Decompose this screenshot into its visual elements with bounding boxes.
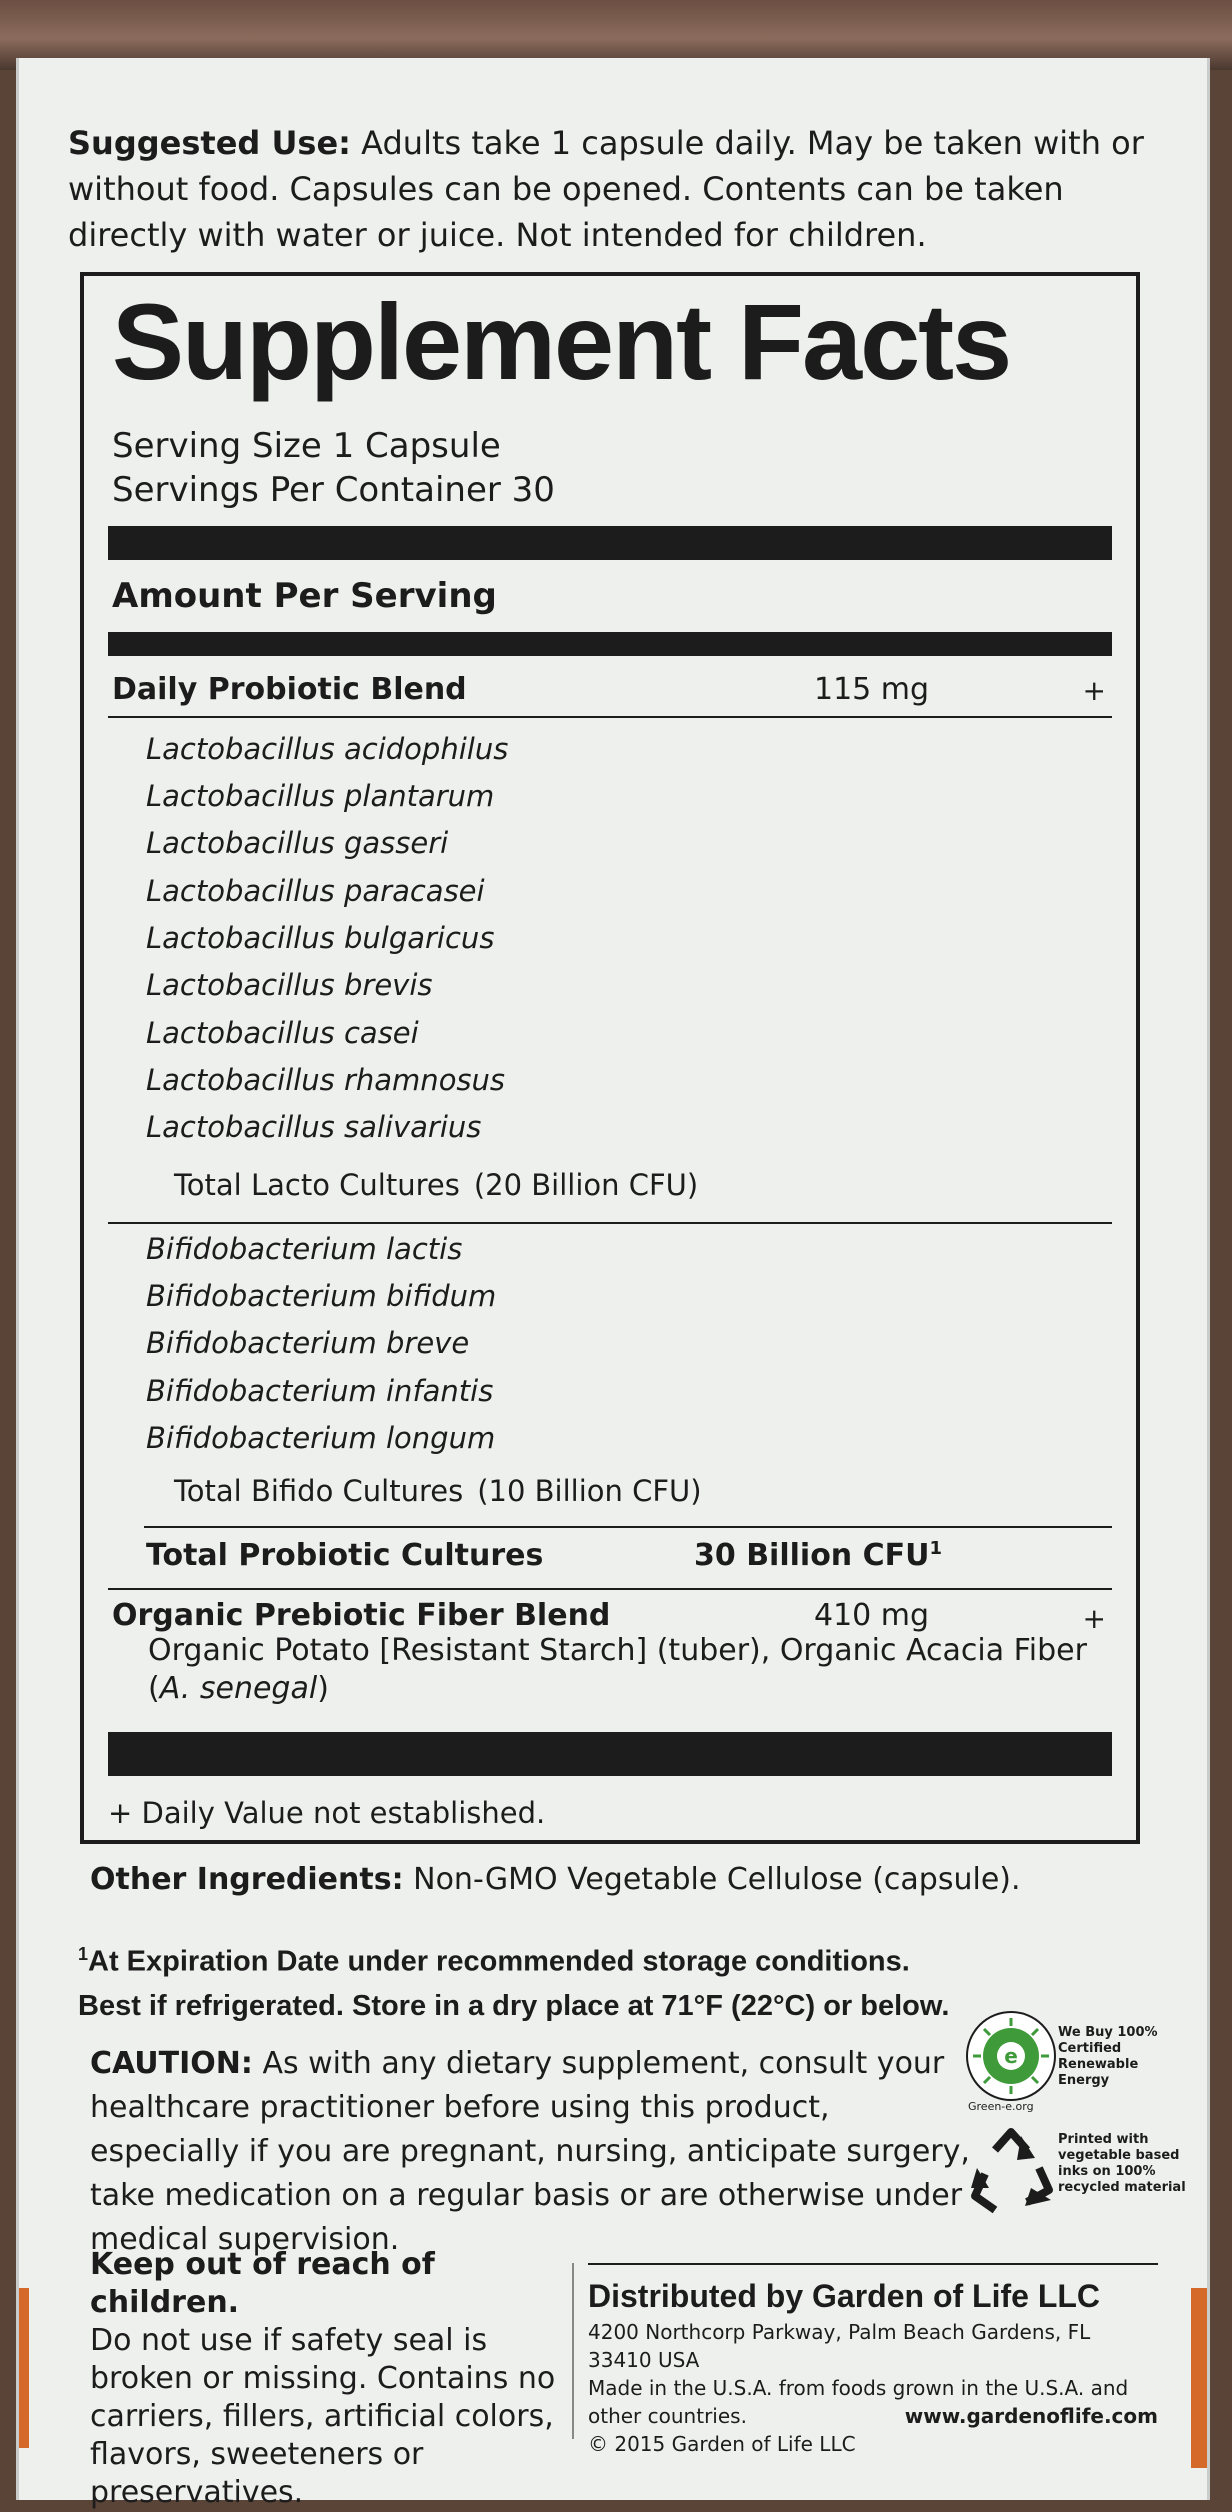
website-link[interactable]: www.gardenoflife.com bbox=[904, 2404, 1158, 2428]
prebiotic-ingredients-text: Organic Potato [Resistant Starch] (tuber), Organic Acacia Fiber bbox=[148, 1633, 1087, 1668]
thick-divider bbox=[108, 632, 1112, 656]
facts-title: Supplement Facts bbox=[112, 281, 1011, 402]
prebiotic-blend-dv: + bbox=[1082, 1602, 1106, 1635]
expiration-line-2: Best if refrigerated. Store in a dry place at 71°F (22°C) or below. bbox=[78, 1989, 950, 2022]
keep-out-heading: Keep out of reach of children. bbox=[90, 2247, 435, 2320]
bifido-total-cfu: (10 Billion CFU) bbox=[477, 1474, 702, 1508]
keep-out-text: Do not use if safety seal is broken or missing. Contains no carriers, fillers, artificial colors, flavors, sweeteners or preservatives. bbox=[90, 2323, 556, 2510]
strain-item: Lactobacillus bulgaricus bbox=[146, 921, 495, 955]
other-ingredients-label: Other Ingredients: bbox=[90, 1862, 404, 1897]
lacto-total-cfu: (20 Billion CFU) bbox=[473, 1168, 699, 1202]
total-cultures-label: Total Probiotic Cultures bbox=[146, 1538, 544, 1573]
copyright-text: © 2015 Garden of Life LLC bbox=[588, 2432, 856, 2456]
other-ingredients-text: Non-GMO Vegetable Cellulose (capsule). bbox=[413, 1862, 1021, 1897]
strain-item: Bifidobacterium longum bbox=[146, 1421, 496, 1455]
thin-divider bbox=[108, 716, 1112, 718]
strain-item: Lactobacillus plantarum bbox=[146, 779, 495, 813]
vertical-divider bbox=[572, 2263, 574, 2439]
strain-item: Lactobacillus acidophilus bbox=[146, 732, 509, 766]
distributor-address: 4200 Northcorp Parkway, Palm Beach Gardens, FL 33410 USA bbox=[588, 2320, 1091, 2372]
recycle-icon bbox=[965, 2126, 1057, 2218]
prebiotic-ingredients: Organic Potato [Resistant Starch] (tuber), Organic Acacia Fiber (A. senegal) bbox=[148, 1633, 1087, 1706]
strain-item: Lactobacillus brevis bbox=[146, 968, 433, 1002]
distributor-divider bbox=[588, 2263, 1158, 2265]
daily-value-note: + Daily Value not established. bbox=[108, 1796, 546, 1830]
suggested-use bbox=[68, 120, 1148, 258]
thin-divider bbox=[108, 1222, 1112, 1224]
caution-text bbox=[90, 2042, 970, 2262]
strain-item: Lactobacillus salivarius bbox=[146, 1110, 482, 1144]
probiotic-blend-dv: + bbox=[1082, 674, 1106, 707]
serving-size: Serving Size 1 Capsule bbox=[112, 426, 501, 466]
caution-body: As with any dietary supplement, consult your healthcare practitioner before using this product, especially if you are pregnant, nursing, anticipate surgery, take medication on a regular basis or are otherwise under medical supervision. bbox=[90, 2046, 970, 2257]
suggested-use-text: Adults take 1 capsule daily. May be taken with or without food. Capsules can be opened. Contents can be taken directly with water or juice. Not intended for children. bbox=[68, 124, 1144, 254]
total-cultures-amount bbox=[694, 1538, 942, 1573]
green-e-logo-icon bbox=[965, 2010, 1057, 2102]
green-e-source: Green-e.org bbox=[968, 2100, 1034, 2113]
strain-item: Lactobacillus gasseri bbox=[146, 826, 449, 860]
distributor-block bbox=[588, 2274, 1158, 2458]
bifido-total bbox=[174, 1474, 702, 1508]
strain-item: Lactobacillus rhamnosus bbox=[146, 1063, 506, 1097]
prebiotic-blend-amount: 410 mg bbox=[814, 1598, 930, 1633]
probiotic-blend-label: Daily Probiotic Blend bbox=[112, 672, 467, 707]
distributor-name: Distributed by Garden of Life LLC bbox=[588, 2278, 1101, 2314]
made-in-text: Made in the U.S.A. from foods grown in the U.S.A. and bbox=[588, 2376, 1129, 2400]
thin-divider bbox=[108, 1588, 1112, 1590]
distributor-row bbox=[588, 2402, 1158, 2430]
expiration-line-1: At Expiration Date under recommended storage conditions. bbox=[88, 1945, 910, 1978]
thick-divider bbox=[108, 1732, 1112, 1776]
prebiotic-blend-label: Organic Prebiotic Fiber Blend bbox=[112, 1598, 611, 1633]
supplement-facts-panel bbox=[80, 272, 1140, 1844]
lacto-total-label: Total Lacto Cultures bbox=[174, 1168, 460, 1202]
probiotic-blend-amount: 115 mg bbox=[814, 672, 930, 707]
thick-divider bbox=[108, 526, 1112, 560]
lacto-total bbox=[174, 1168, 698, 1202]
keep-out-section bbox=[90, 2246, 590, 2512]
strain-item: Bifidobacterium infantis bbox=[146, 1374, 494, 1408]
recycled-material-text: Printed with vegetable based inks on 100% recycled material bbox=[1058, 2132, 1186, 2195]
bifido-total-label: Total Bifido Cultures bbox=[174, 1474, 464, 1508]
total-cultures-value: 30 Billion CFU bbox=[694, 1538, 930, 1573]
other-countries-text: other countries. bbox=[588, 2404, 747, 2428]
edge-orange-strip-right bbox=[1191, 2288, 1207, 2468]
amount-per-serving: Amount Per Serving bbox=[112, 576, 497, 616]
expiration-note bbox=[78, 1932, 978, 2028]
svg-text:e: e bbox=[1004, 2044, 1018, 2068]
renewable-energy-text: We Buy 100% Certified Renewable Energy bbox=[1058, 2025, 1158, 2088]
strain-item: Lactobacillus casei bbox=[146, 1016, 419, 1050]
other-ingredients bbox=[90, 1862, 1021, 1897]
edge-orange-strip-left bbox=[19, 2288, 29, 2448]
caution-label: CAUTION: bbox=[90, 2046, 253, 2081]
servings-per-container: Servings Per Container 30 bbox=[112, 470, 555, 510]
thin-divider bbox=[144, 1526, 1112, 1528]
strain-item: Lactobacillus paracasei bbox=[146, 874, 485, 908]
suggested-use-label: Suggested Use: bbox=[68, 124, 351, 162]
strain-item: Bifidobacterium bifidum bbox=[146, 1279, 497, 1313]
footnote-mark: 1 bbox=[929, 1538, 943, 1559]
strain-item: Bifidobacterium lactis bbox=[146, 1232, 463, 1266]
strain-item: Bifidobacterium breve bbox=[146, 1326, 470, 1360]
footnote-mark: 1 bbox=[78, 1944, 89, 1964]
prebiotic-species: A. senegal bbox=[159, 1671, 318, 1706]
